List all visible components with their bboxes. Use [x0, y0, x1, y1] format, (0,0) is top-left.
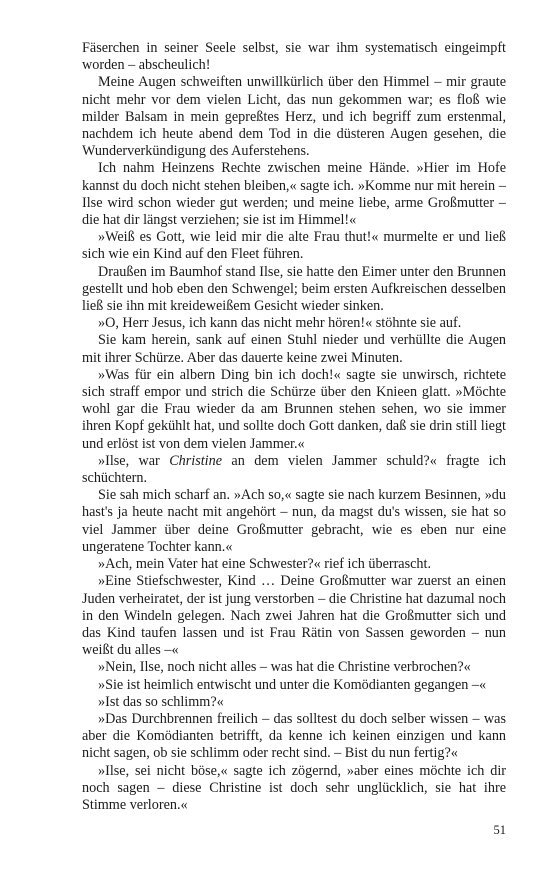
body-text	[82, 40, 506, 814]
paragraph: »Ilse, sei nicht böse,« sagte ich zögernd, »aber eines möchte ich dir noch sagen – diese Christine ist doch sehr unglücklich, sie hat ihre Stimme verloren.«	[82, 762, 506, 813]
paragraph: »Ist das so schlimm?«	[98, 693, 224, 710]
paragraph: Sie kam herein, sank auf einen Stuhl nieder und verhüllte die Augen mit ihrer Schürze. Aber das dauerte keine zwei Minuten.	[82, 332, 506, 366]
paragraph: »Nein, Ilse, noch nicht alles – was hat die Christine verbrochen?«	[98, 659, 471, 676]
page-number: 51	[493, 823, 506, 837]
paragraph: Fäserchen in seiner Seele selbst, sie war ihm systematisch eingeimpft worden – abscheulich!	[82, 40, 506, 74]
paragraph: Ich nahm Heinzens Rechte zwischen meine Hände. »Hier im Hofe kannst du doch nicht stehen bleiben,« sagte ich. »Komme nur mit herein – Ilse wird schon wieder gut werden; und meine liebe, arme Großmutter – die hat dir längst verziehen; sie ist im Himmel!«	[82, 160, 506, 229]
paragraph: »Eine Stiefschwester, Kind … Deine Großmutter war zuerst an einen Juden verheiratet, der ist jung verstorben – die Christine hat dazumal noch in den Windeln gelegen. Nach zwei Jahren hat die Großmutter sich und das Kind taufen lassen und ist Frau Rätin von Sassen geworden – nun weißt du alles –«	[82, 573, 506, 659]
paragraph: »Ach, mein Vater hat eine Schwester?« rief ich überrascht.	[98, 556, 432, 573]
paragraph: Sie sah mich scharf an. »Ach so,« sagte sie nach kurzem Besinnen, »du hast's ja heute nacht mit angehört – nun, da magst du's wissen, sie hat so viel Jammer über deine Großmutter gebracht, wie es eben nur eine ungeratene Tochter kann.«	[82, 487, 506, 555]
paragraph-text: »Ilse, war	[98, 452, 170, 469]
paragraph: »Das Durchbrennen freilich – das solltest du doch selber wissen – was aber die Komödianten betrifft, da kenne ich keinen einzigen und kann nicht sagen, ob sie schlimm oder recht sind. – Bist du nun fertig?«	[82, 710, 506, 762]
paragraph: »Sie ist heimlich entwischt und unter die Komödianten gegangen –«	[98, 676, 487, 693]
paragraph: »Was für ein albern Ding bin ich doch!« sagte sie unwirsch, richtete sich straff empor und strich die Schürze über den Knieen glatt. »Möchte wohl gar die Frau wieder da am Brunnen stehen sehen, wo sie immer ihren Kopf gekühlt hat, und sollte doch Gott danken, daß sie drin still liegt und erlöst ist von dem vielen Jammer.«	[82, 366, 506, 452]
emphasized-name: Christine	[169, 452, 223, 469]
paragraph	[82, 453, 506, 487]
paragraph: Meine Augen schweiften unwillkürlich über den Himmel – mir graute nicht mehr vor dem vielen Licht, das nun gekommen war; es floß wie milder Balsam in mein gepreßtes Herz, und ich begriff zum erstenmal, nachdem ich heute abend dem Tod in die düsteren Augen gesehen, die Wunderverkündigung des Auferstehens.	[82, 74, 506, 160]
paragraph: »O, Herr Jesus, ich kann das nicht mehr hören!« stöhnte sie auf.	[98, 315, 462, 332]
paragraph: Draußen im Baumhof stand Ilse, sie hatte den Eimer unter den Brunnen gestellt und hob eben den Schwengel; beim ersten Aufkreischen desselben ließ sie ihn mit kreideweißem Gesicht wieder sinken.	[82, 263, 506, 315]
paragraph-text: an dem vielen Jammer schuld?« fragte ich schüchtern.	[82, 452, 506, 487]
paragraph: »Weiß es Gott, wie leid mir die alte Frau thut!« murmelte er und ließ sich wie ein Kind auf den Fleet führen.	[82, 229, 506, 263]
